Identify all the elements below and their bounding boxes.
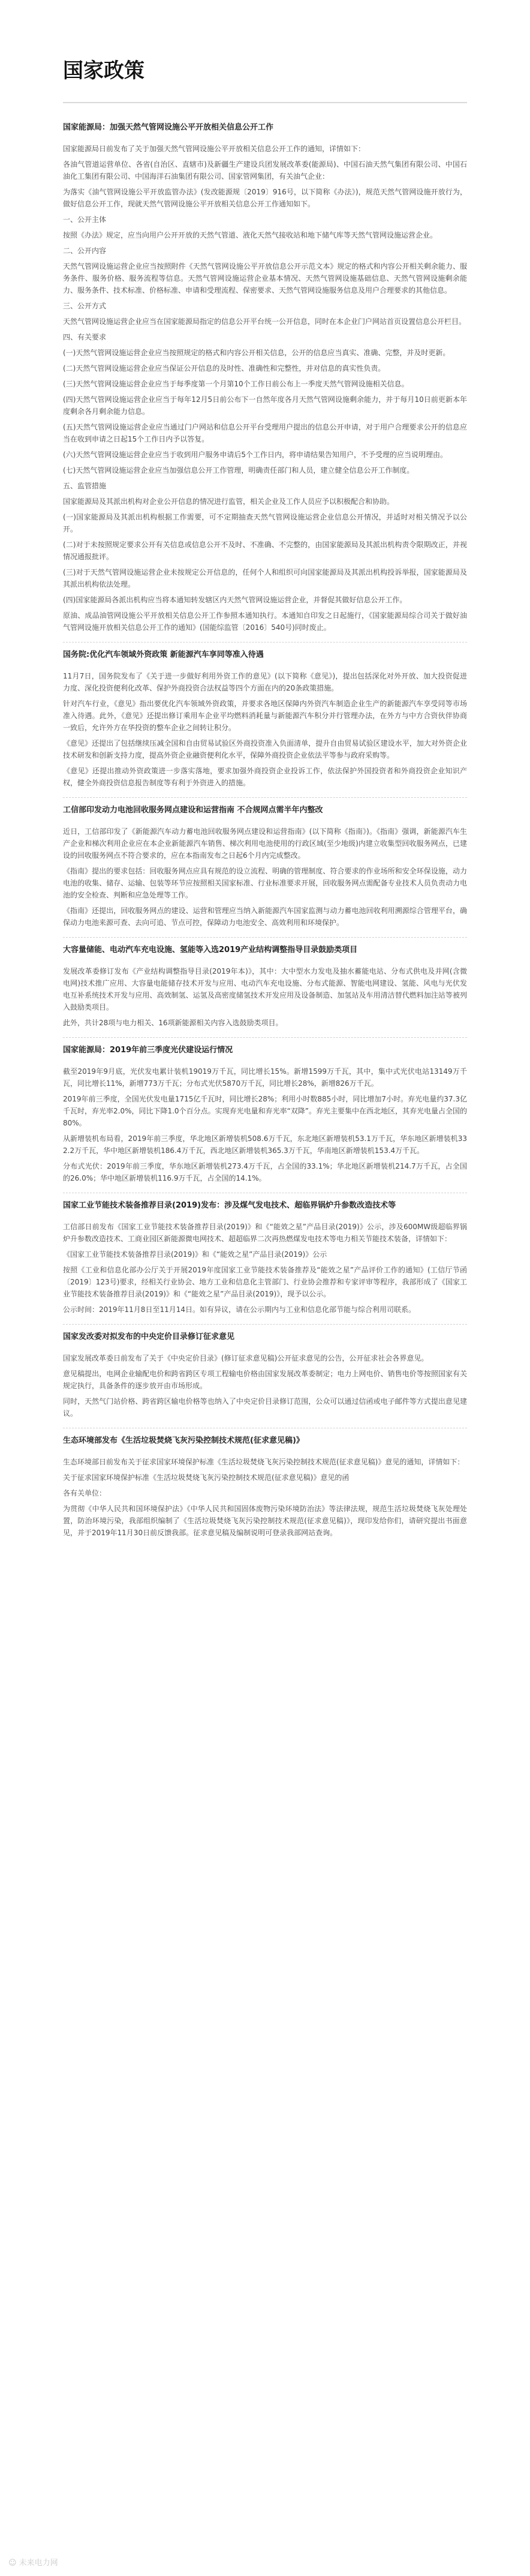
news-paragraph: (五)天然气管网设施运营企业应当通过门户网站和信息公开平台受理用户提出的信息公开申请，对于用户合理要求公开的信息应当在收到申请之日起15个工作日内予以答复。: [63, 423, 467, 443]
news-paragraph: 生态环境部日前发布关于征求国家环境保护标准《生活垃圾焚烧飞灰污染控制技术规范(征求意见稿)》意见的通知，详情如下：: [63, 1458, 465, 1466]
news-paragraph: 2019年前三季度，全国光伏发电量1715亿千瓦时，同比增长28%；利用小时数885小时，同比增加7小时。弃光电量约37.3亿千瓦时，弃光率2.0%，同比下降1.0个百分点。实现弃光电量和弃光率“双降”。弃光主要集中在西北地区，其弃光电量占全国的80%。: [63, 1095, 467, 1127]
news-paragraph: 天然气管网设施运营企业应当按照附件《天然气管网设施公平开放信息公开示范文本》规定的格式和内容公开相关剩余能力、服务条件、服务价格、服务流程等信息。天然气管网设施运营企业基本情况、天然气管网设施基础信息、天然气管网设施剩余能力、服务条件、技术标准、价格标准、申请和受理流程、保密要求、天然气管网设施服务信息及用户合理要求的其他信息。: [63, 262, 467, 295]
news-item: [63, 648, 467, 789]
news-paragraph: 三、公开方式: [63, 302, 107, 310]
news-paragraph: 天然气管网设施运营企业应当在国家能源局指定的信息公开平台统一公开信息，同时在本企业门户网站首页设置信息公开栏目。: [63, 317, 466, 326]
news-paragraph: 为落实《油气管网设施公平开放监管办法》(发改能源规〔2019〕916号，以下简称《办法》)，规范天然气管网设施开放行为，做好信息公开工作，现就天然气管网设施公平开放相关信息公开工作通知如下。: [63, 188, 467, 208]
news-paragraph: 《指南》提出的要求包括：回收服务网点应具有规范的设立流程、明确的管理制度、符合要求的作业场所和安全环保设施，动力电池的收集、储存、运输、包装等环节应按照相关国家标准、行业标准要求开展，回收服务网点需配备专业技术人员负责动力电池的安全检查、判断和应急处理等工作。: [63, 867, 467, 899]
news-paragraph: (一)天然气管网设施运营企业应当按照规定的格式和内容公开相关信息，公开的信息应当真实、准确、完整，并及时更新。: [63, 349, 450, 357]
news-item: [63, 1331, 467, 1419]
watermark-logo: ☺ 未来电力网: [8, 2559, 58, 2568]
news-paragraph: 《意见》还提出推动外资政策进一步落实落地，要求加强外商投资企业投诉工作，依法保护外国投资者和外商投资企业知识产权，健全外商投资信息报告制度等有利于外资进入的措施。: [63, 767, 467, 787]
news-title-link[interactable]: 大容量储能、电动汽车充电设施、氢能等入选2019产业结构调整指导目录鼓励类项目: [63, 945, 358, 954]
news-paragraph: 国家发展改革委日前发布了关于《中央定价目录》(修订征求意见稿)公开征求意见的公告，公开征求社会各界意见。: [63, 1354, 429, 1362]
news-paragraph: 按照《工业和信息化部办公厅关于开展2019年度国家工业节能技术装备推荐及“能效之星”产品评价工作的通知》(工信厅节函〔2019〕123号)要求，经相关行业协会、地方工业和信息化主管部门、行业协会推荐和专家评审等程序，我部形成了《国家工业节能技术装备推荐目录(2019)》和《“能效之星”产品目录(2019)》，现予以公示。: [63, 1266, 467, 1298]
news-title-link[interactable]: 国家能源局：加强天然气管网设施公平开放相关信息公开工作: [63, 123, 274, 132]
news-paragraph: 各有关单位：: [63, 1489, 107, 1497]
news-title-link[interactable]: 国家发改委对拟发布的中央定价目录修订征求意见: [63, 1332, 235, 1341]
news-list: [63, 115, 467, 2539]
news-paragraph: 《指南》还提出，回收服务网点的建设、运营和管理应当纳入新能源汽车国家监测与动力蓄电池回收利用溯源综合管理平台，确保动力电池来源可查、去向可追、节点可控，保障动力电池安全、高效利用和环境保护。: [63, 906, 467, 927]
news-paragraph: 四、有关要求: [63, 333, 107, 341]
news-title-link[interactable]: 国家能源局：2019年前三季度光伏建设运行情况: [63, 1046, 233, 1055]
news-paragraph: 一、公开主体: [63, 215, 107, 224]
news-paragraph: 意见稿提出，电网企业输配电价和跨省跨区专项工程输电价格由国家发展改革委制定；电力上网电价、销售电价等按照国家有关规定执行，具备条件的逐步放开由市场形成。: [63, 1370, 467, 1390]
news-divider: [63, 642, 467, 643]
news-paragraph: 此外，共计28项与电力相关、16项新能源相关内容入选鼓励类项目。: [63, 1019, 283, 1027]
news-paragraph: 近日，工信部印发了《新能源汽车动力蓄电池回收服务网点建设和运营指南》(以下简称《指南》)。《指南》强调，新能源汽车生产企业和梯次利用企业应在本企业新能源汽车销售、梯次利用电池使用的行政区域(至少地级)内建立收集型回收服务网点，已建设的回收服务网点不符合要求的，应在本指南发布之日起6个月内完成整改。: [63, 827, 467, 860]
news-paragraph: 从新增装机布局看，2019年前三季度，华北地区新增装机508.6万千瓦，东北地区新增装机53.1万千瓦，华东地区新增装机332.2万千瓦，华中地区新增装机186.4万千瓦，西北地区新增装机365.3万千瓦，华南地区新增装机153.4万千瓦。: [63, 1134, 467, 1155]
news-item: [63, 944, 467, 1029]
news-item: [63, 1434, 467, 1539]
news-item: [63, 1199, 467, 1316]
news-paragraph: (二)天然气管网设施运营企业应当保证公开信息的及时性、准确性和完整性，并对信息的真实性负责。: [63, 364, 386, 373]
news-item: [63, 121, 467, 634]
news-title-link[interactable]: 国家工业节能技术装备推荐目录(2019)发布：涉及煤气发电技术、超临界锅炉升参数改造技术等: [63, 1201, 396, 1210]
news-item: [63, 804, 467, 929]
news-paragraph: 《意见》还提出了包括继续压减全国和自由贸易试验区外商投资准入负面清单，提升自由贸易试验区建设水平，加大对外资企业技术研发和创新支持力度，提高外资企业融资便利化水平，保障外商投资企业依法平等参与政府采购等。: [63, 739, 467, 759]
news-paragraph: 《国家工业节能技术装备推荐目录(2019)》和《“能效之星”产品目录(2019)》公示: [63, 1250, 327, 1259]
news-paragraph: 各油气管道运营单位、各省(自治区、直辖市)及新疆生产建设兵团发展改革委(能源局)、中国石油天然气集团有限公司、中国石油化工集团有限公司、中国海洋石油集团有限公司、国家管网集团，有关油气企业：: [63, 160, 467, 181]
news-paragraph: (三)对于天然气管网设施运营企业未按规定公开信息的，任何个人和组织可向国家能源局及其派出机构投诉举报，国家能源局及其派出机构依法处理。: [63, 568, 467, 589]
title-divider: [63, 102, 467, 103]
news-paragraph: 同时，天然气门站价格、跨省跨区输电价格等也纳入了中央定价目录修订范围，公众可以通过信函或电子邮件等方式提出意见建议。: [63, 1397, 467, 1418]
news-paragraph: (四)天然气管网设施运营企业应当于每年12月5日前公布下一自然年度各月天然气管网设施剩余能力，并于每月10日前更新本年度剩余各月剩余能力信息。: [63, 395, 467, 416]
news-paragraph: 工信部日前发布《国家工业节能技术装备推荐目录(2019)》和《“能效之星”产品目录(2019)》公示，涉及600MW级超临界锅炉升参数改造技术、工商业园区新能源微电网技术、超超临界二次再热燃煤发电技术等电力相关节能技术装备，详情如下：: [63, 1223, 467, 1243]
news-paragraph: 五、监管措施: [63, 482, 107, 490]
news-paragraph: 二、公开内容: [63, 247, 107, 255]
news-paragraph: (一)国家能源局及其派出机构根据工作需要，可不定期抽查天然气管网设施运营企业信息公开情况，并适时对相关情况予以公开。: [63, 513, 467, 533]
news-divider: [63, 1037, 467, 1038]
news-paragraph: 针对汽车行业，《意见》指出要优化汽车领域外资政策，并要求各地区保障内外资汽车制造企业生产的新能源汽车享受同等市场准入待遇。此外，《意见》还提出修订乘用车企业平均燃料消耗量与新能源汽车积分并行管理办法，在外方与中方合资伙伴协商一致后，允许外方在华投资的整车企业之间转让积分。: [63, 699, 467, 732]
news-item: [63, 1044, 467, 1184]
news-paragraph: (二)对于未按照规定要求公开有关信息或信息公开不及时、不准确、不完整的，由国家能源局及其派出机构责令限期改正，并视情况通报批评。: [63, 541, 467, 561]
news-paragraph: 关于征求国家环境保护标准《生活垃圾焚烧飞灰污染控制技术规范(征求意见稿)》意见的函: [63, 1473, 350, 1482]
news-paragraph: 原油、成品油管网设施公平开放相关信息公开工作参照本通知执行。本通知自印发之日起施行，《国家能源局综合司关于做好油气管网设施开放相关信息公开工作的通知》(国能综监管〔2016〕540号)同时废止。: [63, 611, 467, 632]
news-paragraph: (四)国家能源局各派出机构应当将本通知转发辖区内天然气管网设施运营企业，并督促其做好信息公开工作。: [63, 596, 407, 604]
news-paragraph: (六)天然气管网设施运营企业应当于收到用户服务申请后5个工作日内，将申请结果告知用户，不予受理的应当说明理由。: [63, 451, 448, 459]
news-paragraph: 国家能源局及其派出机构对企业公开信息的情况进行监管，相关企业及工作人员应予以积极配合和协助。: [63, 497, 395, 506]
news-paragraph: (七)天然气管网设施运营企业应当加强信息公开工作管理，明确责任部门和人员，建立健全信息公开工作制度。: [63, 466, 414, 475]
news-paragraph: 截至2019年9月底，光伏发电累计装机19019万千瓦，同比增长15%。新增1599万千瓦，其中，集中式光伏电站13149万千瓦，同比增长11%，新增773万千瓦；分布式光伏5870万千瓦，同比增长28%，新增826万千瓦。: [63, 1067, 467, 1088]
news-title-link[interactable]: 工信部印发动力电池回收服务网点建设和运营指南 不合规网点需半年内整改: [63, 806, 323, 815]
news-paragraph: 为贯彻《中华人民共和国环境保护法》《中华人民共和国固体废物污染环境防治法》等法律法规，规范生活垃圾焚烧飞灰处理处置，防治环境污染，我部组织编制了《生活垃圾焚烧飞灰污染控制技术规范(征求意见稿)》，现印发给你们，请研究提出书面意见，并于2019年11月30日前反馈我部。征求意见稿及编制说明可登录我部网站查询。: [63, 1505, 467, 1537]
news-paragraph: 11月7日，国务院发布了《关于进一步做好利用外资工作的意见》(以下简称《意见》)，提出包括深化对外开放、加大投资促进力度、深化投资便利化改革、保护外商投资合法权益等四个方面在内的20条政策措施。: [63, 672, 467, 692]
news-title-link[interactable]: 国务院:优化汽车领域外资政策 新能源汽车享同等准入待遇: [63, 650, 264, 659]
news-title-link[interactable]: 生态环境部发布《生活垃圾焚烧飞灰污染控制技术规范(征求意见稿)》: [63, 1436, 304, 1445]
news-divider: [63, 797, 467, 798]
news-paragraph: 分布式光伏：2019年前三季度，华东地区新增装机273.4万千瓦，占全国的33.1%；华北地区新增装机214.7万千瓦，占全国的26.0%；华中地区新增装机116.9万千瓦，占全国的14.1%。: [63, 1162, 467, 1182]
news-divider: [63, 937, 467, 938]
news-paragraph: 国家能源局日前发布了关于加强天然气管网设施公平开放相关信息公开工作的通知，详情如下：: [63, 145, 366, 153]
news-paragraph: 公示时间：2019年11月8日至11月14日。如有异议，请在公示期内与工业和信息化部节能与综合利用司联系。: [63, 1305, 415, 1314]
news-divider: [63, 1324, 467, 1325]
page-title: 国家政策: [63, 59, 144, 83]
news-paragraph: (三)天然气管网设施运营企业应当于每季度第一个月第10个工作日前公布上一季度天然气管网设施相关信息。: [63, 380, 409, 388]
news-paragraph: 按照《办法》规定，应当向用户公开开放的天然气管道、液化天然气接收站和地下储气库等天然气管网设施运营企业。: [63, 231, 438, 239]
news-paragraph: 发展改革委修订发布《产业结构调整指导目录(2019年本)》，其中：大中型水力发电及抽水蓄能电站、分布式供电及并网(含微电网)技术推广应用、大容量电能储存技术开发与应用、电动汽车充电设施、分布式能源、智能电网建设、氢能、风电与光伏发电互补系统技术开发与应用、高效制氢、运氢及高密度储氢技术开发应用及设备制造、加氢站及车用清洁替代燃料加注站等被列入鼓励类项目。: [63, 967, 467, 1011]
